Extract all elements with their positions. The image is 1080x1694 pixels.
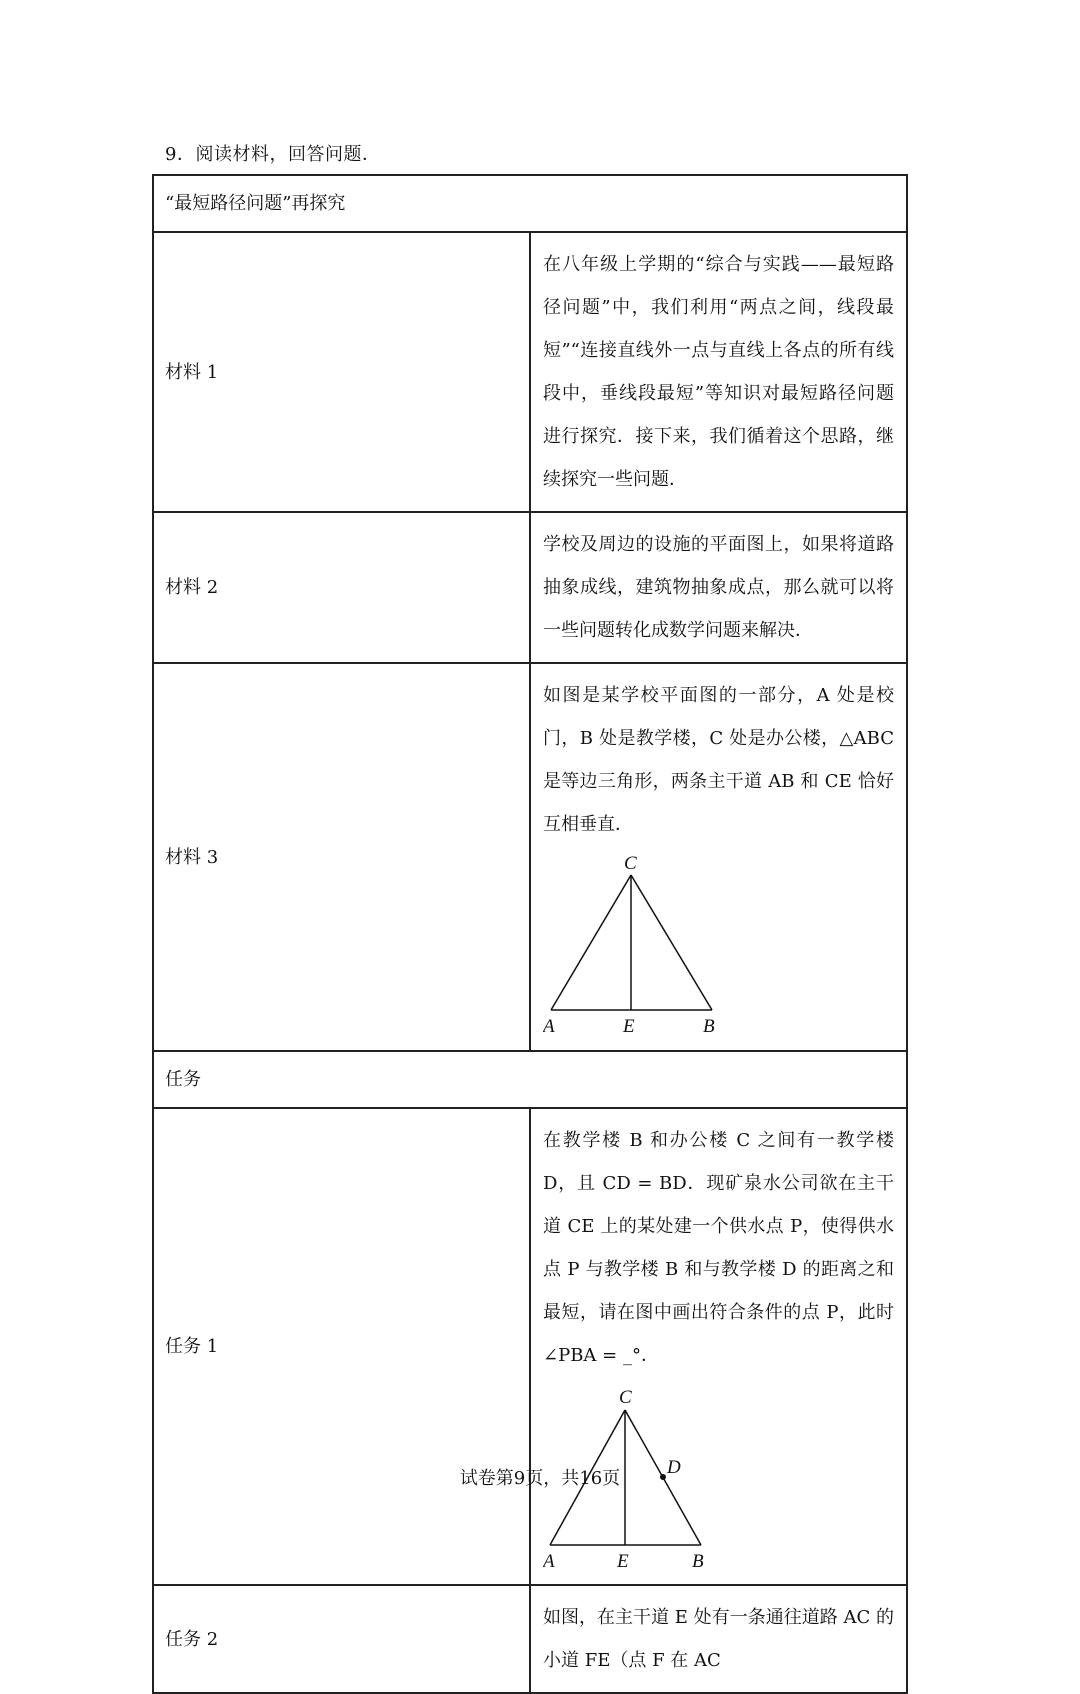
table-row <box>153 232 907 512</box>
label-d: D <box>667 1457 681 1478</box>
row-content-task-2 <box>530 1585 907 1693</box>
table-row <box>153 663 907 1051</box>
side-ac <box>551 875 631 1010</box>
row-content-material-1 <box>530 232 907 512</box>
row-label-material-2: 材料 2 <box>153 512 530 663</box>
label-e: E <box>623 1016 635 1037</box>
label-b: B <box>692 1551 704 1572</box>
page-footer: 试卷第9页，共16页 <box>459 1468 621 1489</box>
table-row <box>153 1051 907 1108</box>
row-label-task-2: 任务 2 <box>153 1585 530 1693</box>
material-1-text: 在八年级上学期的“综合与实践——最短路径问题”中，我们利用“两点之间，线段最短”“连接直线外一点与直线上各点的所有线段中，垂线段最短”等知识对最短路径问题进行探究．接下来，我们循着这个思路，继续探究一些问题． <box>543 254 894 490</box>
row-content-material-3 <box>530 663 907 1051</box>
side-cb <box>631 875 712 1010</box>
row-content-material-2 <box>530 512 907 663</box>
material-2-text: 学校及周边的设施的平面图上，如果将道路抽象成线，建筑物抽象成点，那么就可以将一些问题转化成数学问题来解决． <box>543 534 894 641</box>
table-row <box>153 512 907 663</box>
label-c: C <box>624 853 637 874</box>
label-b: B <box>703 1016 715 1037</box>
task-2-text: 如图，在主干道 E 处有一条通往道路 AC 的小道 FE（点 F 在 AC <box>543 1607 894 1671</box>
table-header-row <box>153 175 907 232</box>
task-1-text: 在教学楼 B 和办公楼 C 之间有一教学楼 D，且 CD = BD．现矿泉水公司欲在主干道 CE 上的某处建一个供水点 P，使得供水点 P 与教学楼 B 和与教学楼 D 的距离之和最短，请在图中画出符合条件的点 P，此时 ∠PBA = _°． <box>543 1130 894 1366</box>
row-label-task-1: 任务 1 <box>153 1108 530 1585</box>
row-label-material-3: 材料 3 <box>153 663 530 1051</box>
row-label-material-1: 材料 1 <box>153 232 530 512</box>
table-header: “最短路径问题”再探究 <box>153 175 907 232</box>
label-e: E <box>617 1551 629 1572</box>
label-a: A <box>543 1016 555 1037</box>
material-3-text: 如图是某学校平面图的一部分，A 处是校门，B 处是教学楼，C 处是办公楼，△ABC 是等边三角形，两条主干道 AB 和 CE 恰好互相垂直． <box>543 685 894 835</box>
label-a: A <box>543 1551 555 1572</box>
label-c: C <box>619 1387 632 1408</box>
row-label-task: 任务 <box>153 1051 907 1108</box>
triangle-figure-material-3 <box>543 850 743 1040</box>
row-content-task-1 <box>530 1108 907 1585</box>
table-row <box>153 1108 907 1585</box>
table-row <box>153 1585 907 1693</box>
question-title: 9．阅读材料，回答问题． <box>165 144 381 165</box>
